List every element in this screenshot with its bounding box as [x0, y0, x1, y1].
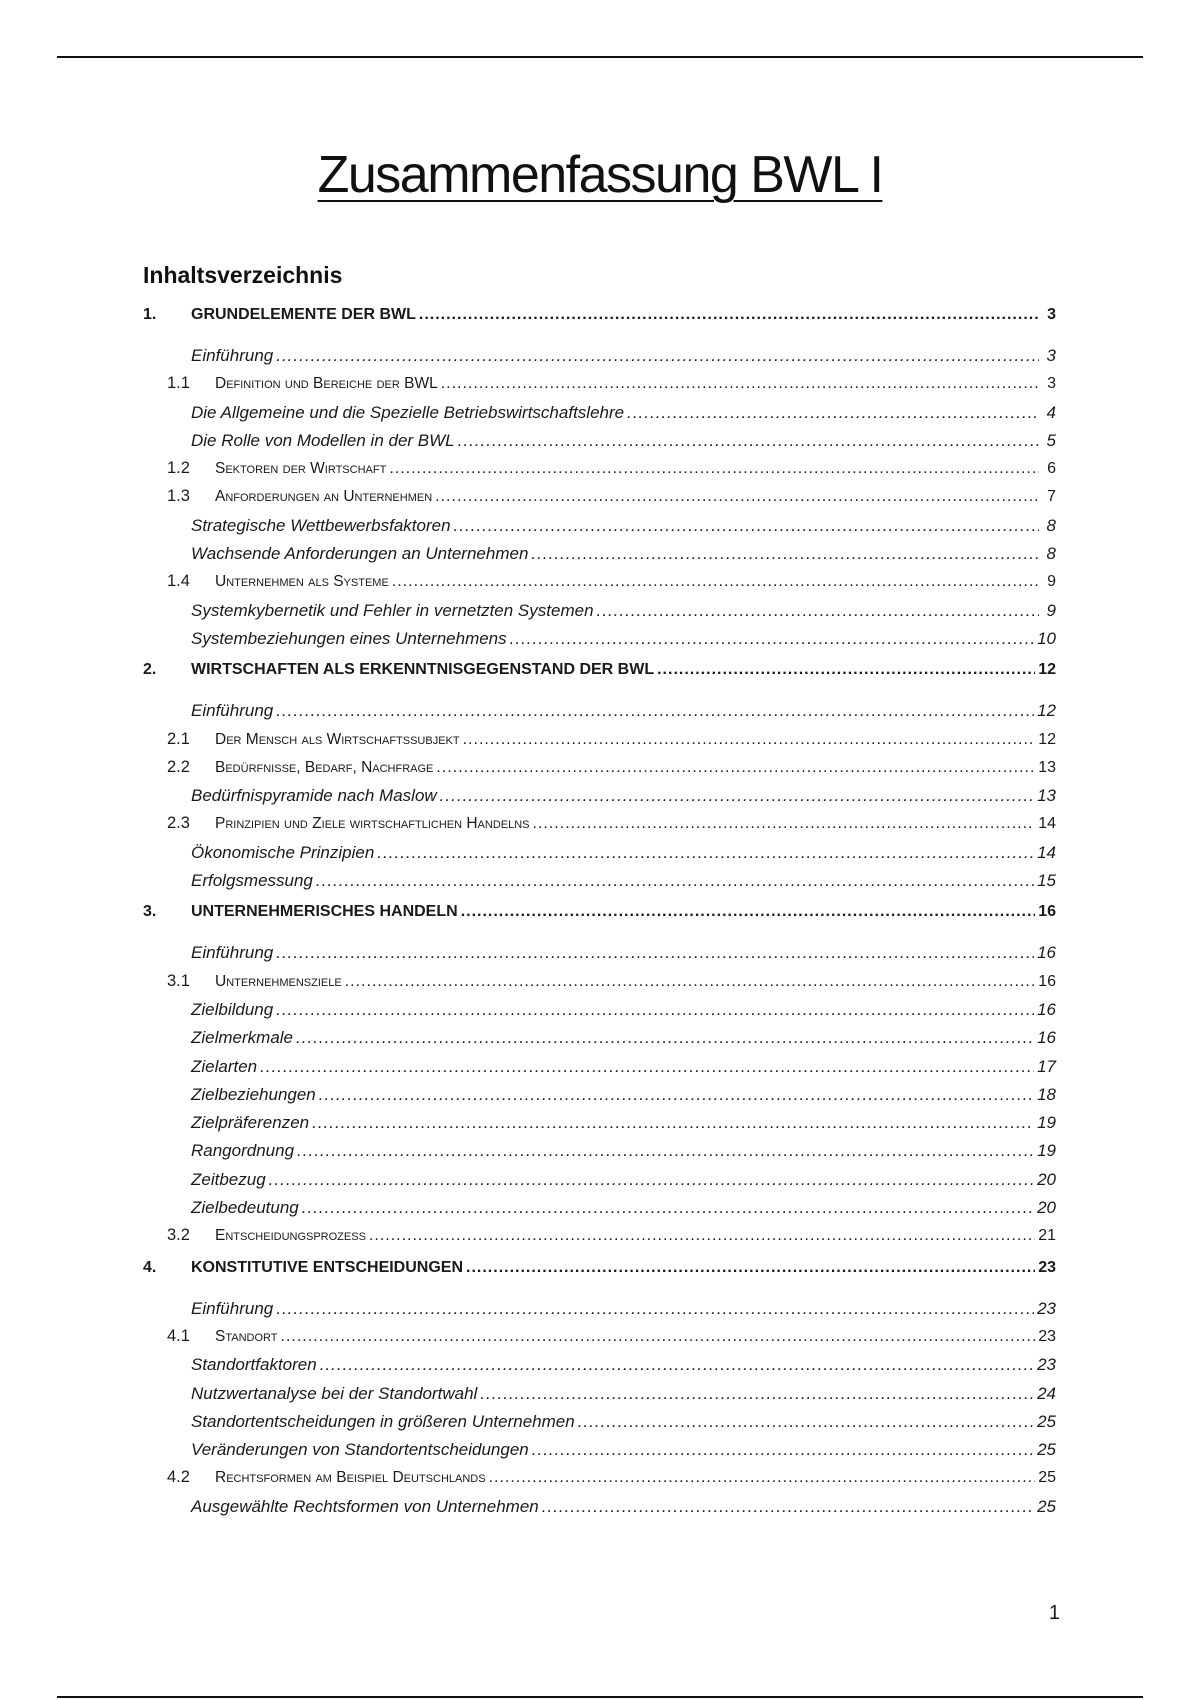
toc-entry[interactable] [143, 629, 1056, 657]
toc-entry[interactable] [143, 758, 1056, 786]
toc-dot-leader [276, 346, 1039, 366]
toc-entry-page: 19 [1037, 1113, 1056, 1133]
toc-entry-title: Ökonomische Prinzipien [191, 842, 375, 862]
toc-entry-title: Die Allgemeine und die Spezielle Betriebswirtschaftslehre [191, 402, 625, 422]
toc-entry-page: 19 [1037, 1141, 1056, 1161]
toc-entry-title: Zielbeziehungen [191, 1084, 316, 1104]
toc-entry-page: 23 [1038, 1327, 1056, 1345]
toc-entry-title: Rechtsformen am Beispiel Deutschlands [215, 1469, 486, 1487]
toc-entry-page: 16 [1037, 943, 1056, 963]
toc-entry-title: Ausgewählte Rechtsformen von Unternehmen [191, 1496, 539, 1516]
toc-entry[interactable] [143, 730, 1056, 758]
toc-entry-title: Standortfaktoren [191, 1355, 317, 1375]
toc-entry-number: 1.1 [167, 374, 190, 393]
toc-entry-page: 16 [1037, 999, 1056, 1019]
toc-dot-leader [345, 973, 1035, 991]
toc-entry[interactable] [143, 903, 1056, 943]
toc-entry[interactable] [143, 1299, 1056, 1327]
footer-rule [57, 1696, 1143, 1698]
toc-entry[interactable] [143, 1085, 1056, 1113]
toc-dot-leader [276, 701, 1034, 721]
toc-entry[interactable] [143, 1028, 1056, 1056]
toc-entry[interactable] [143, 843, 1056, 871]
toc-dot-leader [302, 1198, 1034, 1218]
toc-dot-leader [627, 403, 1039, 423]
toc-entry-title: Prinzipien und Ziele wirtschaftlichen Handelns [215, 815, 530, 833]
toc-entry-title: Bedürfnispyramide nach Maslow [191, 786, 437, 806]
toc-entry-page: 9 [1047, 573, 1056, 591]
toc-entry-page: 12 [1038, 730, 1056, 748]
toc-dot-leader [419, 306, 1039, 324]
toc-dot-leader [542, 1497, 1034, 1517]
toc-entry-page: 16 [1037, 1028, 1056, 1048]
toc-dot-leader [489, 1469, 1036, 1487]
toc-entry[interactable] [143, 1170, 1056, 1198]
toc-entry-page: 9 [1046, 600, 1056, 620]
toc-entry-page: 5 [1046, 430, 1056, 450]
toc-entry-number: 1.2 [167, 459, 190, 478]
toc-entry-title: Einführung [191, 1298, 274, 1318]
toc-entry-title: Veränderungen von Standortentscheidungen [191, 1440, 529, 1460]
toc-entry-title: Zeitbezug [191, 1169, 266, 1189]
toc-dot-leader [316, 871, 1034, 891]
toc-entry[interactable] [143, 516, 1056, 544]
toc-dot-leader [276, 1299, 1034, 1319]
toc-entry-number: 1.4 [167, 572, 190, 591]
toc-entry-title: Nutzwertanalyse bei der Standortwahl [191, 1383, 478, 1403]
toc-dot-leader [597, 601, 1039, 621]
toc-entry-page: 16 [1038, 972, 1056, 990]
toc-entry-number: 3.1 [167, 971, 190, 990]
toc-entry-number: 2.1 [167, 729, 190, 748]
toc-entry-title: Zielbildung [191, 999, 274, 1019]
toc-entry-page: 23 [1038, 1258, 1056, 1276]
toc-entry-title: Zielpräferenzen [191, 1113, 310, 1133]
toc-entry[interactable] [143, 1198, 1056, 1226]
toc-entry-page: 3 [1046, 346, 1056, 365]
toc-entry-number: 3.2 [167, 1226, 190, 1245]
toc-entry-page: 4 [1046, 402, 1056, 422]
toc-entry-number: 3. [143, 903, 157, 921]
toc-entry-page: 13 [1037, 786, 1056, 806]
toc-entry-page: 25 [1037, 1496, 1056, 1516]
table-of-contents [143, 306, 1056, 1525]
toc-dot-leader [461, 903, 1036, 921]
toc-dot-leader [466, 1259, 1035, 1277]
toc-entry[interactable] [143, 572, 1056, 600]
toc-entry[interactable] [143, 487, 1056, 515]
toc-entry[interactable] [143, 1327, 1056, 1355]
toc-entry-page: 23 [1037, 1355, 1056, 1375]
toc-entry-number: 4.1 [167, 1326, 190, 1345]
toc-entry-page: 25 [1037, 1411, 1056, 1431]
toc-entry[interactable] [143, 814, 1056, 842]
toc-entry-title: Unternehmen als Systeme [215, 573, 389, 591]
toc-dot-leader [441, 375, 1039, 393]
toc-dot-leader [281, 1328, 1036, 1346]
toc-dot-leader [320, 1355, 1034, 1375]
toc-dot-leader [276, 1000, 1034, 1020]
toc-dot-leader [319, 1085, 1034, 1105]
toc-entry[interactable] [143, 1226, 1056, 1254]
toc-entry[interactable] [143, 306, 1056, 346]
toc-dot-leader [377, 843, 1034, 863]
toc-heading: Inhaltsverzeichnis [143, 262, 343, 288]
toc-entry[interactable] [143, 403, 1056, 431]
toc-entry[interactable] [143, 701, 1056, 729]
toc-dot-leader [454, 516, 1039, 536]
toc-entry[interactable] [143, 601, 1056, 629]
toc-entry-title: Standortentscheidungen in größeren Unternehmen [191, 1411, 575, 1431]
toc-entry[interactable] [143, 661, 1056, 701]
toc-entry-number: 2.2 [167, 757, 190, 776]
toc-entry-page: 6 [1047, 460, 1056, 478]
toc-entry-page: 3 [1047, 306, 1056, 323]
toc-entry[interactable] [143, 431, 1056, 459]
toc-entry-page: 8 [1046, 544, 1056, 564]
toc-entry[interactable] [143, 972, 1056, 1000]
toc-entry-page: 16 [1038, 903, 1056, 921]
toc-dot-leader [463, 731, 1036, 749]
toc-entry-page: 15 [1037, 871, 1056, 891]
toc-entry[interactable] [143, 1384, 1056, 1412]
toc-entry-title: Wachsende Anforderungen an Unternehmen [191, 544, 529, 564]
toc-dot-leader [578, 1412, 1034, 1432]
toc-entry-title: Bedürfnisse, Bedarf, Nachfrage [215, 758, 434, 776]
toc-entry-title: Anforderungen an Unternehmen [215, 488, 433, 506]
toc-dot-leader [269, 1170, 1034, 1190]
toc-entry-title: Einführung [191, 346, 274, 365]
toc-entry-title: Definition und Bereiche der BWL [215, 375, 438, 393]
toc-entry-title: Einführung [191, 943, 274, 963]
toc-dot-leader [436, 759, 1035, 777]
toc-entry-page: 23 [1037, 1298, 1056, 1318]
document-title: Zusammenfassung BWL I [317, 146, 883, 204]
toc-entry-number: 2.3 [167, 814, 190, 833]
toc-dot-leader [297, 1141, 1034, 1161]
toc-entry[interactable] [143, 374, 1056, 402]
toc-entry[interactable] [143, 1000, 1056, 1028]
page-number: 1 [1048, 1602, 1060, 1624]
toc-entry-title: Strategische Wettbewerbsfaktoren [191, 515, 451, 535]
toc-entry-page: 25 [1037, 1440, 1056, 1460]
toc-entry-number: 2. [143, 661, 157, 679]
toc-entry-title: Unternehmensziele [215, 972, 342, 990]
toc-dot-leader [533, 815, 1036, 833]
toc-entry[interactable] [143, 786, 1056, 814]
toc-entry-title: Zielmerkmale [191, 1028, 294, 1048]
toc-entry[interactable] [143, 346, 1056, 374]
toc-entry-page: 7 [1047, 488, 1056, 506]
toc-dot-leader [532, 1440, 1034, 1460]
toc-entry-number: 4.2 [167, 1468, 190, 1487]
toc-entry-title: KONSTITUTIVE ENTSCHEIDUNGEN [191, 1258, 464, 1276]
toc-entry-page: 20 [1037, 1169, 1056, 1189]
toc-entry[interactable] [143, 1412, 1056, 1440]
toc-entry[interactable] [143, 1440, 1056, 1468]
toc-entry[interactable] [143, 871, 1056, 899]
toc-dot-leader [531, 544, 1039, 564]
toc-entry-page: 8 [1046, 515, 1056, 535]
toc-entry[interactable] [143, 1468, 1056, 1496]
toc-entry[interactable] [143, 459, 1056, 487]
toc-entry-page: 21 [1038, 1227, 1056, 1245]
toc-dot-leader [276, 943, 1034, 963]
toc-dot-leader [312, 1113, 1034, 1133]
toc-dot-leader [440, 786, 1034, 806]
toc-entry-page: 14 [1037, 842, 1056, 862]
toc-entry-page: 13 [1038, 758, 1056, 776]
toc-dot-leader [480, 1384, 1034, 1404]
toc-entry-page: 12 [1037, 701, 1056, 721]
toc-dot-leader [369, 1227, 1035, 1245]
toc-entry-page: 18 [1037, 1084, 1056, 1104]
toc-dot-leader [389, 460, 1039, 478]
toc-entry[interactable] [143, 544, 1056, 572]
toc-entry[interactable] [143, 1113, 1056, 1141]
toc-entry-title: Der Mensch als Wirtschaftssubjekt [215, 730, 460, 748]
toc-dot-leader [296, 1028, 1034, 1048]
toc-dot-leader [510, 629, 1034, 649]
toc-entry[interactable] [143, 1259, 1056, 1299]
header-rule [57, 56, 1143, 58]
toc-dot-leader [458, 431, 1039, 451]
toc-entry-title: Rangordnung [191, 1141, 295, 1161]
toc-dot-leader [657, 661, 1035, 679]
toc-entry-title: Standort [215, 1327, 278, 1345]
toc-entry-title: Die Rolle von Modellen in der BWL [191, 430, 455, 450]
toc-entry-title: Systembeziehungen eines Unternehmens [191, 628, 507, 648]
toc-entry-title: Zielarten [191, 1056, 258, 1076]
toc-entry-page: 12 [1038, 661, 1056, 679]
toc-dot-leader [392, 573, 1039, 591]
toc-entry-page: 3 [1047, 375, 1056, 393]
toc-entry-title: WIRTSCHAFTEN ALS ERKENNTNISGEGENSTAND DER BWL [191, 661, 655, 679]
toc-dot-leader [435, 488, 1039, 506]
toc-entry-title: UNTERNEHMERISCHES HANDELN [191, 903, 458, 921]
toc-entry-title: Zielbedeutung [191, 1198, 299, 1218]
toc-entry-page: 20 [1037, 1198, 1056, 1218]
toc-entry-page: 17 [1037, 1056, 1056, 1076]
toc-entry-number: 4. [143, 1258, 157, 1276]
toc-entry-title: Systemkybernetik und Fehler in vernetzten Systemen [191, 600, 594, 620]
toc-entry-title: Sektoren der Wirtschaft [215, 460, 387, 478]
toc-entry-title: Erfolgsmessung [191, 871, 313, 891]
toc-entry[interactable] [143, 1057, 1056, 1085]
toc-entry-title: Entscheidungsprozess [215, 1227, 366, 1245]
toc-entry-page: 25 [1038, 1469, 1056, 1487]
toc-entry-page: 10 [1037, 628, 1056, 648]
toc-entry-number: 1. [143, 306, 157, 323]
toc-entry[interactable] [143, 1141, 1056, 1169]
toc-entry-number: 1.3 [167, 487, 190, 506]
toc-entry-page: 24 [1037, 1383, 1056, 1403]
toc-entry-page: 14 [1038, 815, 1056, 833]
toc-entry[interactable] [143, 1497, 1056, 1525]
toc-entry[interactable] [143, 943, 1056, 971]
toc-entry-title: GRUNDELEMENTE DER BWL [191, 306, 416, 323]
toc-dot-leader [260, 1057, 1034, 1077]
toc-entry[interactable] [143, 1355, 1056, 1383]
toc-entry-title: Einführung [191, 701, 274, 721]
